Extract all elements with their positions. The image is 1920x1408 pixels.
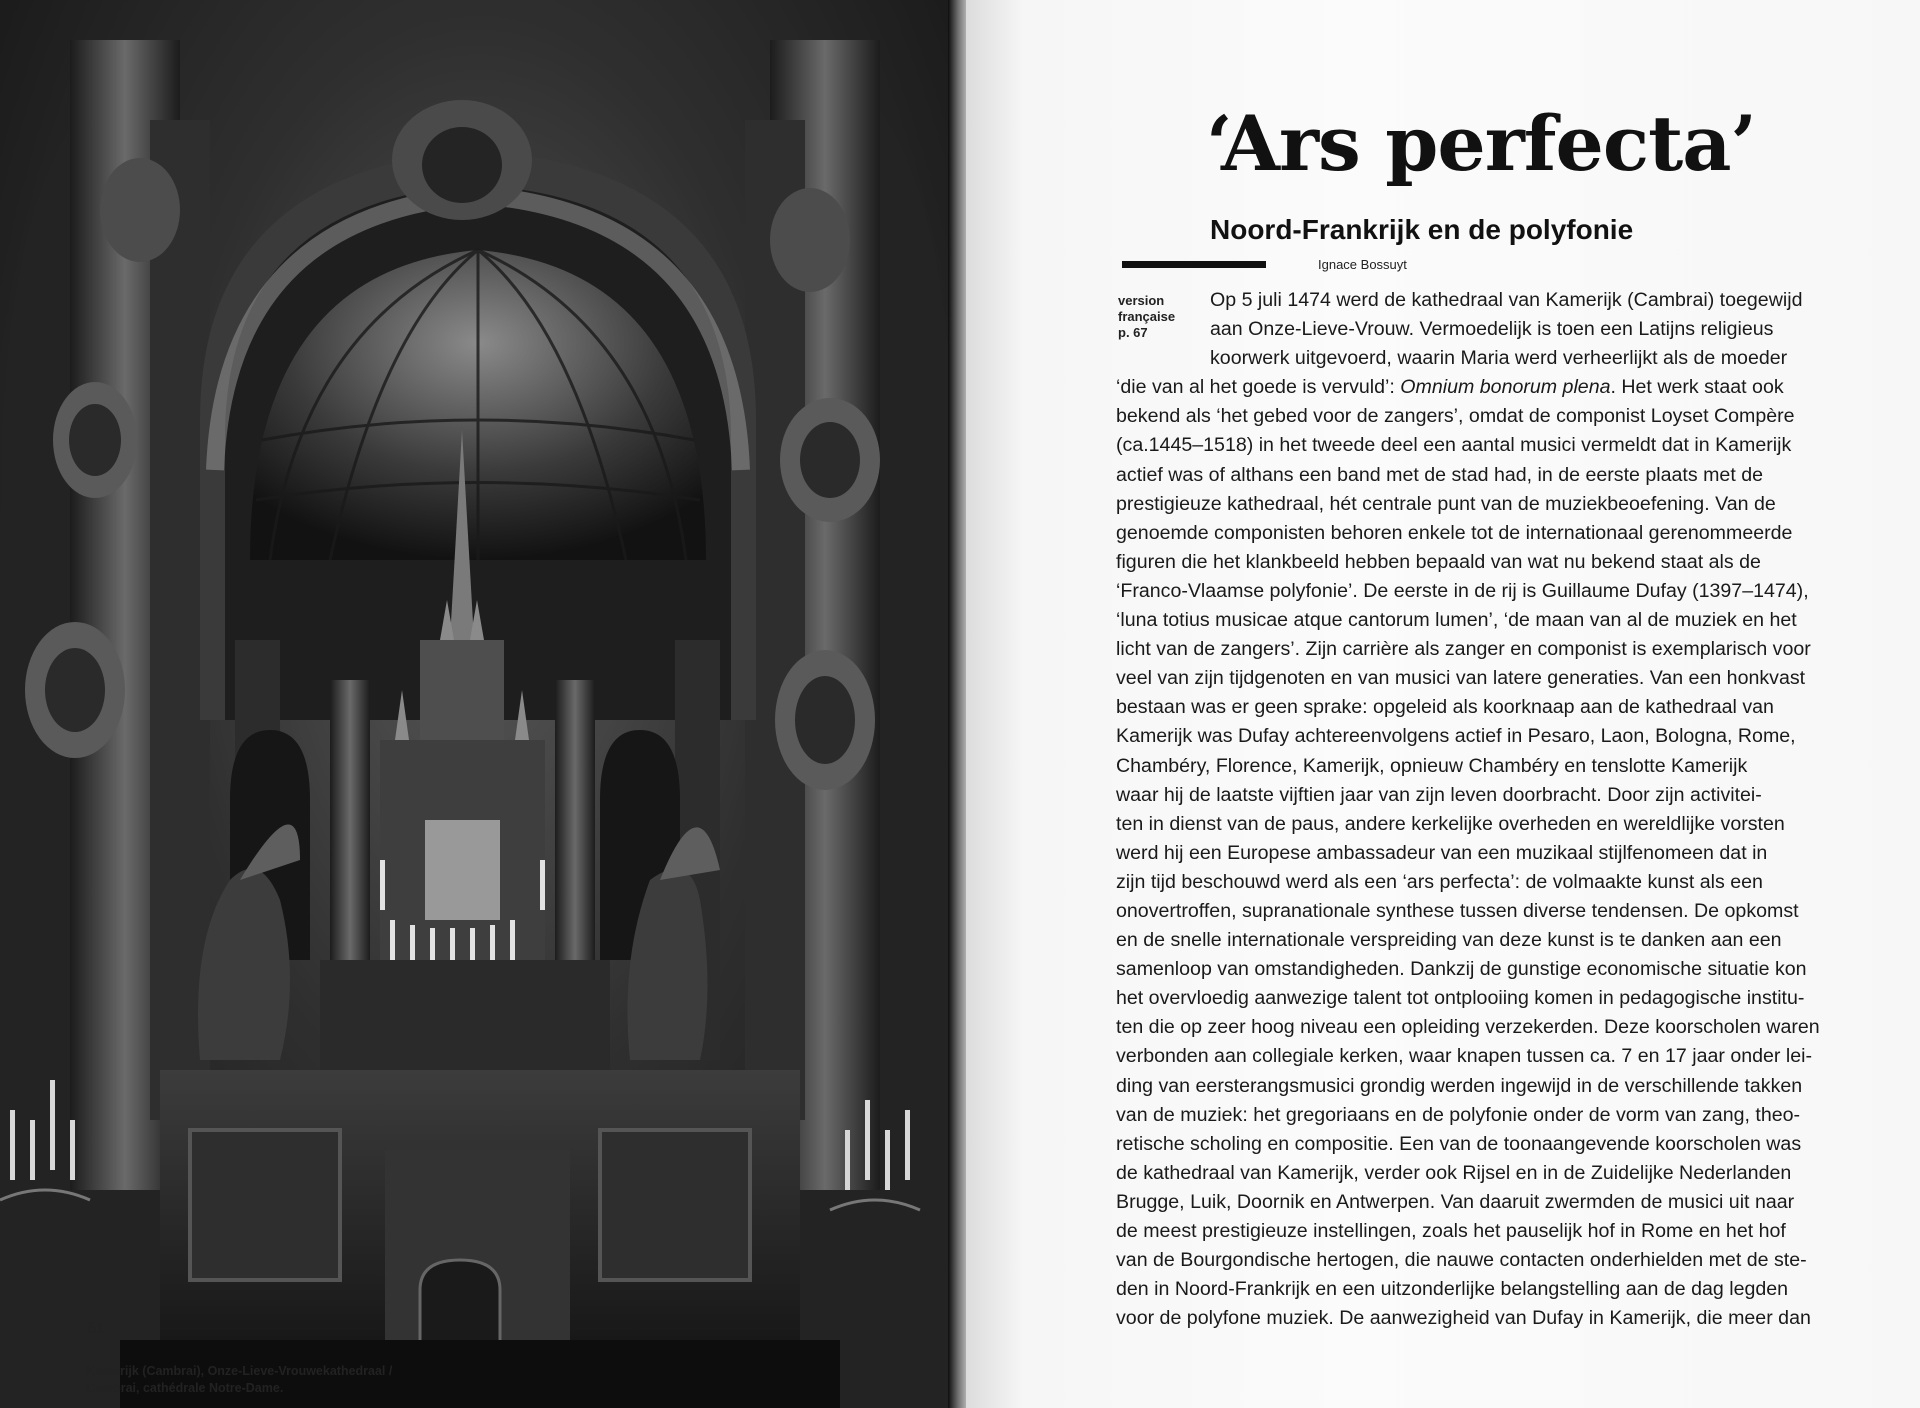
body-line — [1116, 1246, 1806, 1275]
body-line-text: ding van eersterangsmusici grondig werden ingewijd in de verschillende takken — [1116, 1074, 1803, 1097]
body-line-text: Brugge, Luik, Doornik en Antwerpen. Van daaruit zwermden de musici uit naar — [1116, 1190, 1795, 1213]
body-line-text: van de Bourgondische hertogen, die nauwe contacten onderhielden met de ste- — [1116, 1249, 1807, 1272]
body-line — [1116, 1217, 1806, 1246]
body-line-text: werd hij een Europese ambassadeur van een muzikaal stijlfenomeen dat in — [1116, 841, 1768, 864]
body-line-text: zijn tijd beschouwd werd als een ‘ars perfecta’: de volmaakte kunst als een — [1116, 870, 1763, 893]
body-line-text: . Het werk staat ook — [1610, 376, 1784, 399]
body-line-text: ‘die van al het goede is vervuld’: — [1116, 376, 1401, 399]
body-line — [1116, 577, 1809, 606]
page-number: 61 — [87, 1320, 105, 1337]
body-line-text: Chambéry, Florence, Kamerijk, opnieuw Chambéry en tenslotte Kamerijk — [1116, 754, 1748, 777]
body-line-text: het overvloedig aanwezige talent tot ontplooiing komen in pedagogische institu- — [1116, 987, 1805, 1010]
body-line — [1116, 1072, 1806, 1101]
body-line — [1116, 461, 1806, 490]
body-line — [1116, 1013, 1820, 1042]
body-line — [1116, 781, 1806, 810]
body-line-text: de kathedraal van Kamerijk, verder ook Rijsel en in de Zuidelijke Nederlanden — [1116, 1161, 1792, 1184]
body-line-text: ‘Franco-Vlaamse polyfonie’. De eerste in de rij is Guillaume Dufay (1397–1474), — [1116, 579, 1809, 602]
body-line — [1116, 984, 1806, 1013]
body-line-text: de meest prestigieuze instellingen, zoals het pauselijk hof in Rome en het hof — [1116, 1220, 1786, 1242]
body-line-text: Kamerijk was Dufay achtereenvolgens actief in Pesaro, Laon, Bologna, Rome, — [1116, 725, 1796, 748]
body-line — [1116, 490, 1806, 519]
body-line-text: ten die op zeer hoog niveau een opleiding verzekerden. Deze koorscholen waren — [1116, 1016, 1820, 1039]
body-line-text: verbonden aan collegiale kerken, waar knapen tussen ca. 7 en 17 jaar onder lei- — [1116, 1045, 1813, 1068]
article-title: ‘Ars perfecta’ — [1206, 99, 1756, 188]
text-page — [966, 0, 1920, 1408]
body-line-text: samenloop van omstandigheden. Dankzij de gunstige economische situatie kon — [1116, 958, 1807, 981]
title-rule — [1122, 261, 1266, 268]
body-line — [1116, 635, 1811, 664]
body-line-text: bestaan was er geen sprake: opgeleid als koorknaap aan de kathedraal van — [1116, 696, 1774, 719]
body-line-text: ten in dienst van de paus, andere kerkelijke overheden en wereldlijke vorsten — [1116, 812, 1785, 835]
margin-note-line: p. 67 — [1118, 325, 1148, 340]
cathedral-altar-photo — [0, 0, 956, 1408]
body-line-text: genoemde componisten behoren enkele tot de internationaal gerenommeerde — [1116, 521, 1793, 544]
body-line — [1116, 693, 1806, 722]
body-line-text: bekend als ‘het gebed voor de zangers’, omdat de componist Loyset Compère — [1116, 405, 1795, 428]
body-line — [1116, 926, 1806, 955]
caption-line: Cambrai, cathédrale Notre-Dame. — [86, 1381, 284, 1395]
article-subtitle: Noord-Frankrijk en de polyfonie — [1210, 214, 1634, 245]
body-line — [1116, 344, 1806, 373]
body-line — [1116, 722, 1806, 751]
body-line-text: veel van zijn tijdgenoten en van musici van latere generaties. Van een honkvast — [1116, 667, 1806, 690]
body-line-text: prestigieuze kathedraal, hét centrale punt van de muziekbeoefening. Van de — [1116, 492, 1776, 515]
body-line — [1116, 606, 1806, 635]
margin-note-line: version — [1118, 293, 1165, 308]
body-line — [1116, 839, 1806, 868]
body-line-text: aan Onze-Lieve-Vrouw. Vermoedelijk is toen een Latijns religieus — [1210, 318, 1774, 341]
body-line — [1116, 548, 1806, 577]
body-line — [1116, 897, 1806, 926]
body-line-text: (ca.1445–1518) in het tweede deel een aantal musici vermeldt dat in Kamerijk — [1116, 434, 1792, 457]
margin-note-line: française — [1118, 309, 1176, 324]
body-line-text: retische scholing en compositie. Een van de toonaangevende koorscholen was — [1116, 1132, 1802, 1155]
body-line — [1116, 431, 1806, 460]
body-line — [1116, 664, 1806, 693]
body-line — [1116, 315, 1806, 344]
body-line — [1116, 955, 1806, 984]
body-line-text: licht van de zangers’. Zijn carrière als zanger en componist is exemplarisch voor — [1116, 638, 1811, 661]
body-line — [1116, 519, 1806, 548]
article-body — [1116, 286, 1820, 1333]
body-line-text: figuren die het klankbeeld hebben bepaald van wat nu bekend staat als de — [1116, 550, 1761, 573]
body-line — [1116, 868, 1806, 897]
body-line — [1116, 1159, 1806, 1188]
body-line — [1116, 1188, 1806, 1217]
body-line — [1116, 1304, 1811, 1333]
article-author: Ignace Bossuyt — [1318, 257, 1407, 272]
body-line-text: Op 5 juli 1474 werd de kathedraal van Kamerijk (Cambrai) toegewijd — [1210, 289, 1803, 311]
body-line — [1116, 1101, 1806, 1130]
body-line-text: koorwerk uitgevoerd, waarin Maria werd verheerlijkt als de moeder — [1210, 347, 1788, 370]
body-line — [1116, 373, 1806, 402]
altar-illustration — [0, 0, 956, 1408]
body-line-text: actief was of althans een band met de stad had, in de eerste plaats met de — [1116, 463, 1764, 486]
body-line — [1116, 1130, 1806, 1159]
body-line — [1116, 810, 1806, 839]
body-line-text: ‘luna totius musicae atque cantorum lumen’, ‘de maan van al de muziek en het — [1116, 609, 1797, 632]
body-line-text: onovertroffen, supranationale synthese tussen diverse tendensen. De opkomst — [1116, 899, 1799, 922]
photo-caption — [86, 1363, 486, 1397]
body-line-text: voor de polyfone muziek. De aanwezigheid van Dufay in Kamerijk, die meer dan — [1116, 1307, 1811, 1330]
body-line-emphasis: Omnium bonorum plena — [1400, 376, 1611, 399]
caption-line: Kamerijk (Cambrai), Onze-Lieve-Vrouwekathedraal / — [86, 1364, 393, 1378]
body-line — [1116, 752, 1806, 781]
body-line-text: waar hij de laatste vijftien jaar van zijn leven doorbracht. Door zijn activitei- — [1116, 783, 1762, 806]
body-line-text: den in Noord-Frankrijk en een uitzonderlijke belangstelling aan de dag legden — [1116, 1278, 1789, 1301]
body-line-text: en de snelle internationale verspreiding van deze kunst is te danken aan een — [1116, 929, 1782, 952]
body-line — [1116, 286, 1806, 315]
body-line — [1116, 402, 1806, 431]
body-line-text: van de muziek: het gregoriaans en de polyfonie onder de vorm van zang, theo- — [1116, 1103, 1801, 1126]
body-line — [1116, 1042, 1813, 1071]
body-line — [1116, 1275, 1806, 1304]
